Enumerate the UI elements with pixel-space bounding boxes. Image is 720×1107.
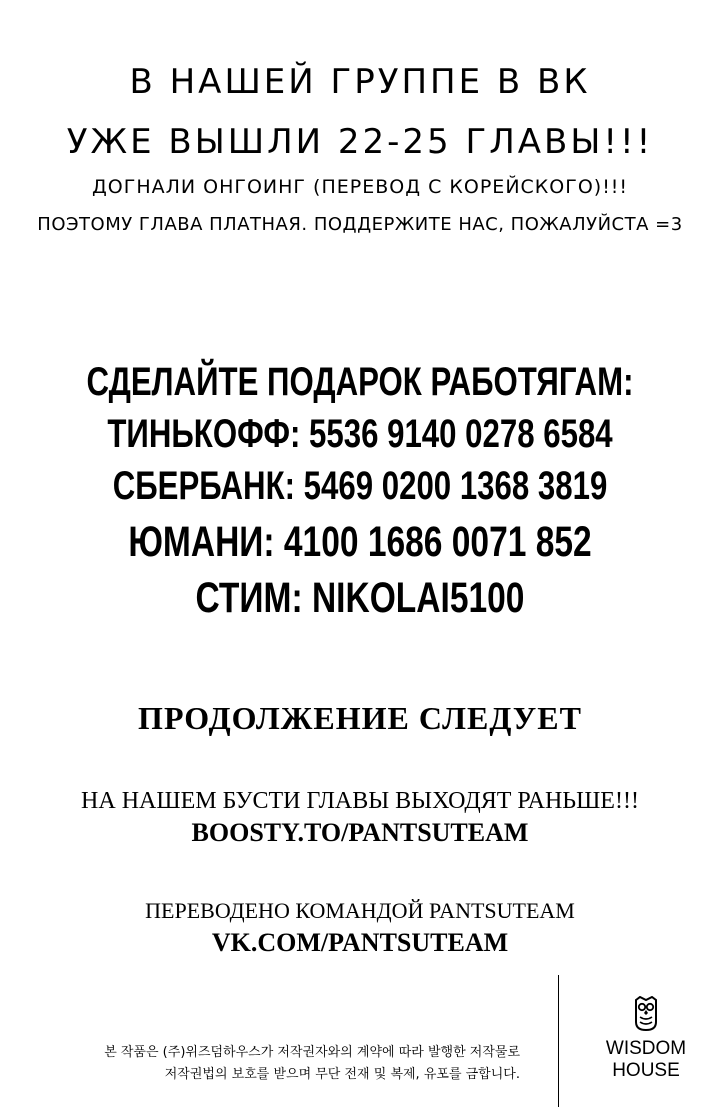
boosty-text: НА НАШЕМ БУСТИ ГЛАВЫ ВЫХОДЯТ РАНЬШЕ!!! <box>81 788 639 814</box>
copyright-notice-line-2: 저작권법의 보호를 받으며 무단 전재 및 복제, 유포를 금합니다. <box>164 1067 520 1082</box>
copyright-notice-line-1: 본 작품은 (주)위즈덤하우스가 저작권자와의 계약에 따라 발행한 저작물로 <box>104 1045 520 1060</box>
donate-tinkoff: ТИНЬКОФФ: 5536 9140 0278 6584 <box>107 412 613 456</box>
publisher-logo-line-1: WISDOM <box>605 1038 687 1059</box>
copyright-notice <box>104 1042 520 1086</box>
donate-yumani: ЮМАНИ: 4100 1686 0071 852 <box>128 518 592 566</box>
header-line-3: ДОГНАЛИ ОНГОИНГ (ПЕРЕВОД С КОРЕЙСКОГО)!!! <box>91 176 629 198</box>
owl-icon <box>633 996 659 1032</box>
team-text: ПЕРЕВОДЕНО КОМАНДОЙ PANTSUTEAM <box>145 898 575 923</box>
header-line-1: В НАШЕЙ ГРУППЕ В ВК <box>129 62 591 102</box>
header-line-4: ПОЭТОМУ ГЛАВА ПЛАТНАЯ. ПОДДЕРЖИТЕ НАС, ПОЖАЛУЙСТА =3 <box>37 214 683 235</box>
publisher-logo-line-2: HOUSE <box>612 1060 680 1081</box>
publisher-logo-text <box>596 1038 696 1082</box>
footer-divider <box>558 975 559 1107</box>
continuation-title: ПРОДОЛЖЕНИЕ СЛЕДУЕТ <box>138 700 582 736</box>
boosty-link[interactable]: BOOSTY.TO/PANTSUTEAM <box>191 818 529 847</box>
header-line-2: УЖЕ ВЫШЛИ 22-25 ГЛАВЫ!!! <box>66 122 654 162</box>
donate-sberbank: СБЕРБАНК: 5469 0200 1368 3819 <box>112 464 608 508</box>
donate-steam: СТИМ: NIKOLAI5100 <box>195 574 525 622</box>
donate-title: СДЕЛАЙТЕ ПОДАРОК РАБОТЯГАМ: <box>86 360 634 404</box>
vk-link[interactable]: VK.COM/PANTSUTEAM <box>211 928 509 957</box>
publisher-logo <box>596 996 696 1082</box>
